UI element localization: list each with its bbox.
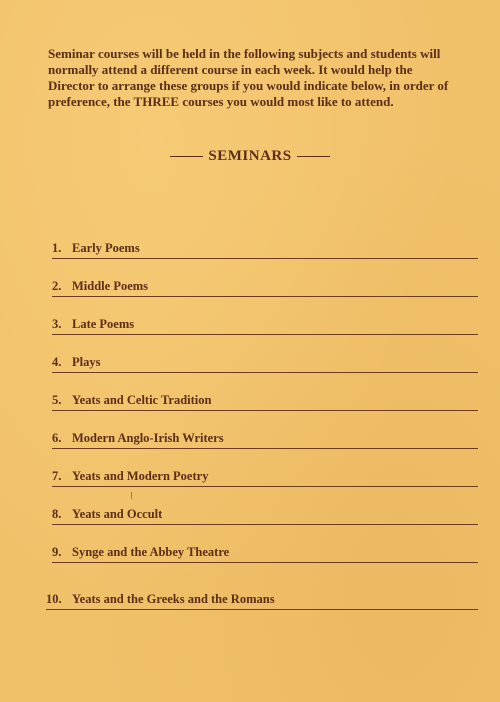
- heading-text: SEMINARS: [208, 148, 292, 164]
- seminar-item-3: [52, 317, 478, 337]
- seminar-number: 3.: [52, 317, 62, 331]
- fill-in-line[interactable]: [46, 609, 478, 610]
- seminar-title: Yeats and Celtic Tradition: [72, 393, 212, 407]
- seminar-number: 9.: [52, 545, 62, 559]
- seminar-item-8: [52, 507, 478, 527]
- seminar-number: 5.: [52, 393, 62, 407]
- seminar-title: Middle Poems: [72, 279, 149, 293]
- seminar-title: Yeats and the Greeks and the Romans: [72, 592, 275, 606]
- seminar-title: Modern Anglo-Irish Writers: [72, 431, 224, 445]
- seminar-title: Late Poems: [72, 317, 135, 331]
- seminar-title: Plays: [72, 355, 101, 369]
- paper-mark: [131, 492, 132, 499]
- seminar-number: 2.: [52, 279, 62, 293]
- intro-paragraph: Seminar courses will be held in the following subjects and students will normally attend a different course in each week. It would help the Director to arrange these groups if you would indicate below, in order of preference, the THREE courses you would most like to attend.: [48, 46, 449, 109]
- seminar-item-6: [52, 431, 478, 451]
- seminar-title: Yeats and Modern Poetry: [72, 469, 209, 483]
- fill-in-line[interactable]: [52, 524, 478, 525]
- fill-in-line[interactable]: [52, 448, 478, 449]
- fill-in-line[interactable]: [52, 296, 478, 297]
- fill-in-line[interactable]: [52, 334, 478, 335]
- seminar-title: Synge and the Abbey Theatre: [72, 545, 230, 559]
- seminar-title: Early Poems: [72, 241, 140, 255]
- seminar-item-10: [46, 592, 478, 612]
- seminar-number: 7.: [52, 469, 62, 483]
- seminar-item-5: [52, 393, 478, 413]
- seminar-item-1: [52, 241, 478, 261]
- fill-in-line[interactable]: [52, 486, 478, 487]
- fill-in-line[interactable]: [52, 562, 478, 563]
- seminar-number: 8.: [52, 507, 62, 521]
- seminar-number: 10.: [46, 592, 62, 606]
- fill-in-line[interactable]: [52, 258, 478, 259]
- seminar-item-2: [52, 279, 478, 299]
- seminar-title: Yeats and Occult: [72, 507, 163, 521]
- fill-in-line[interactable]: [52, 372, 478, 373]
- seminar-item-7: [52, 469, 478, 489]
- seminar-item-4: [52, 355, 478, 375]
- seminar-item-9: [52, 545, 478, 565]
- seminar-number: 1.: [52, 241, 62, 255]
- fill-in-line[interactable]: [52, 410, 478, 411]
- seminar-number: 6.: [52, 431, 62, 445]
- seminar-number: 4.: [52, 355, 62, 369]
